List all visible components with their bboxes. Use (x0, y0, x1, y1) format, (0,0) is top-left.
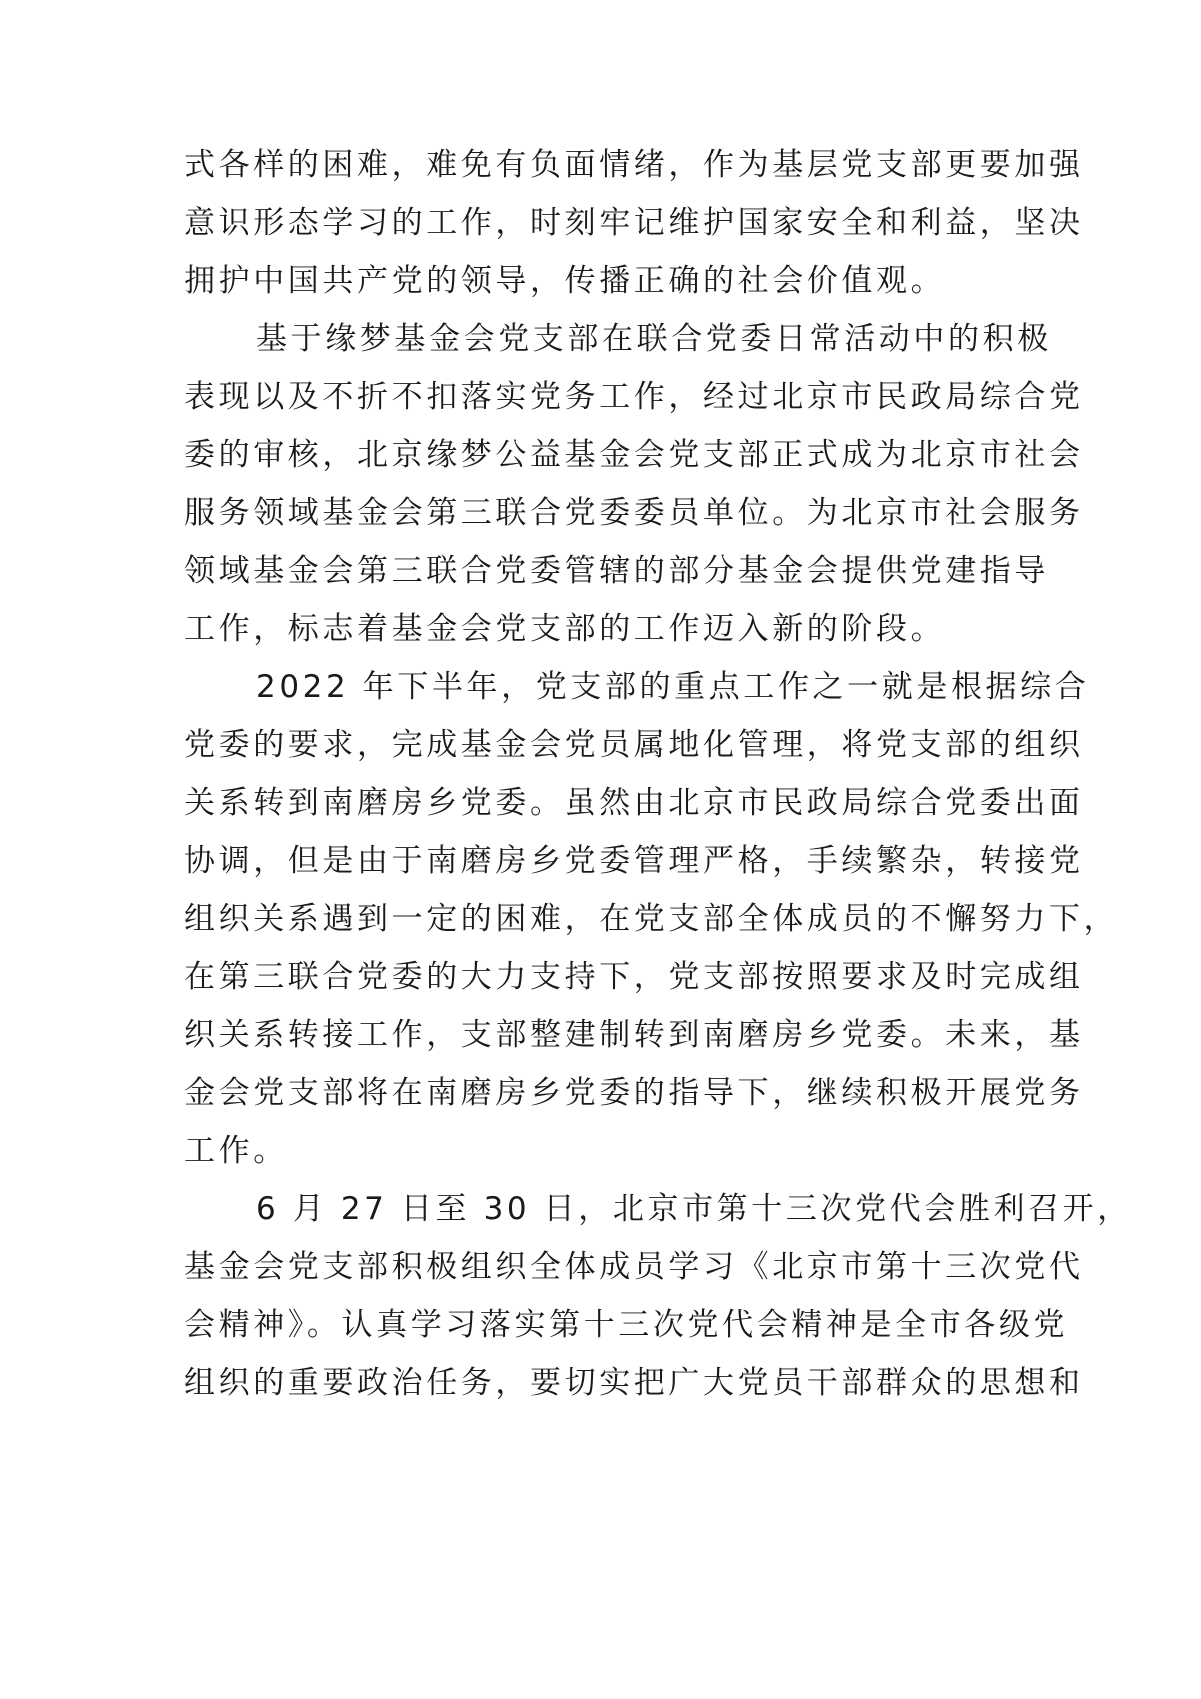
text-line: 组织的重要政治任务，要切实把广大党员干部群众的思想和 (184, 1365, 1084, 1401)
text-line: 金会党支部将在南磨房乡党委的指导下，继续积极开展党务 (184, 1075, 1084, 1111)
text-line: 拥护中国共产党的领导，传播正确的社会价值观。 (184, 263, 946, 299)
text-line: 党委的要求，完成基金会党员属地化管理，将党支部的组织 (184, 727, 1084, 763)
text-line: 表现以及不折不扣落实党务工作，经过北京市民政局综合党 (184, 379, 1084, 415)
text-line: 工作，标志着基金会党支部的工作迈入新的阶段。 (184, 611, 946, 647)
text-line: 委的审核，北京缘梦公益基金会党支部正式成为北京市社会 (184, 437, 1084, 473)
text-line: 6 月 27 日至 30 日，北京市第十三次党代会胜利召开， (256, 1191, 1132, 1227)
text-line: 协调，但是由于南磨房乡党委管理严格，手续繁杂，转接党 (184, 843, 1084, 879)
text-line: 基金会党支部积极组织全体成员学习《北京市第十三次党代 (184, 1249, 1084, 1285)
text-line: 组织关系遇到一定的困难，在党支部全体成员的不懈努力下， (184, 901, 1119, 937)
text-line: 在第三联合党委的大力支持下，党支部按照要求及时完成组 (184, 959, 1084, 995)
text-line: 会精神》。认真学习落实第十三次党代会精神是全市各级党 (184, 1307, 1069, 1343)
text-line: 式各样的困难，难免有负面情绪，作为基层党支部更要加强 (184, 147, 1084, 183)
text-line: 关系转到南磨房乡党委。虽然由北京市民政局综合党委出面 (184, 785, 1084, 821)
text-line: 2022 年下半年，党支部的重点工作之一就是根据综合 (256, 669, 1090, 705)
text-line: 意识形态学习的工作，时刻牢记维护国家安全和利益，坚决 (184, 205, 1084, 241)
text-line: 工作。 (184, 1133, 288, 1169)
text-line: 服务领域基金会第三联合党委委员单位。为北京市社会服务 (184, 495, 1084, 531)
text-line: 领域基金会第三联合党委管辖的部分基金会提供党建指导 (184, 553, 1049, 589)
text-line: 织关系转接工作，支部整建制转到南磨房乡党委。未来，基 (184, 1017, 1084, 1053)
text-line: 基于缘梦基金会党支部在联合党委日常活动中的积极 (256, 321, 1052, 357)
